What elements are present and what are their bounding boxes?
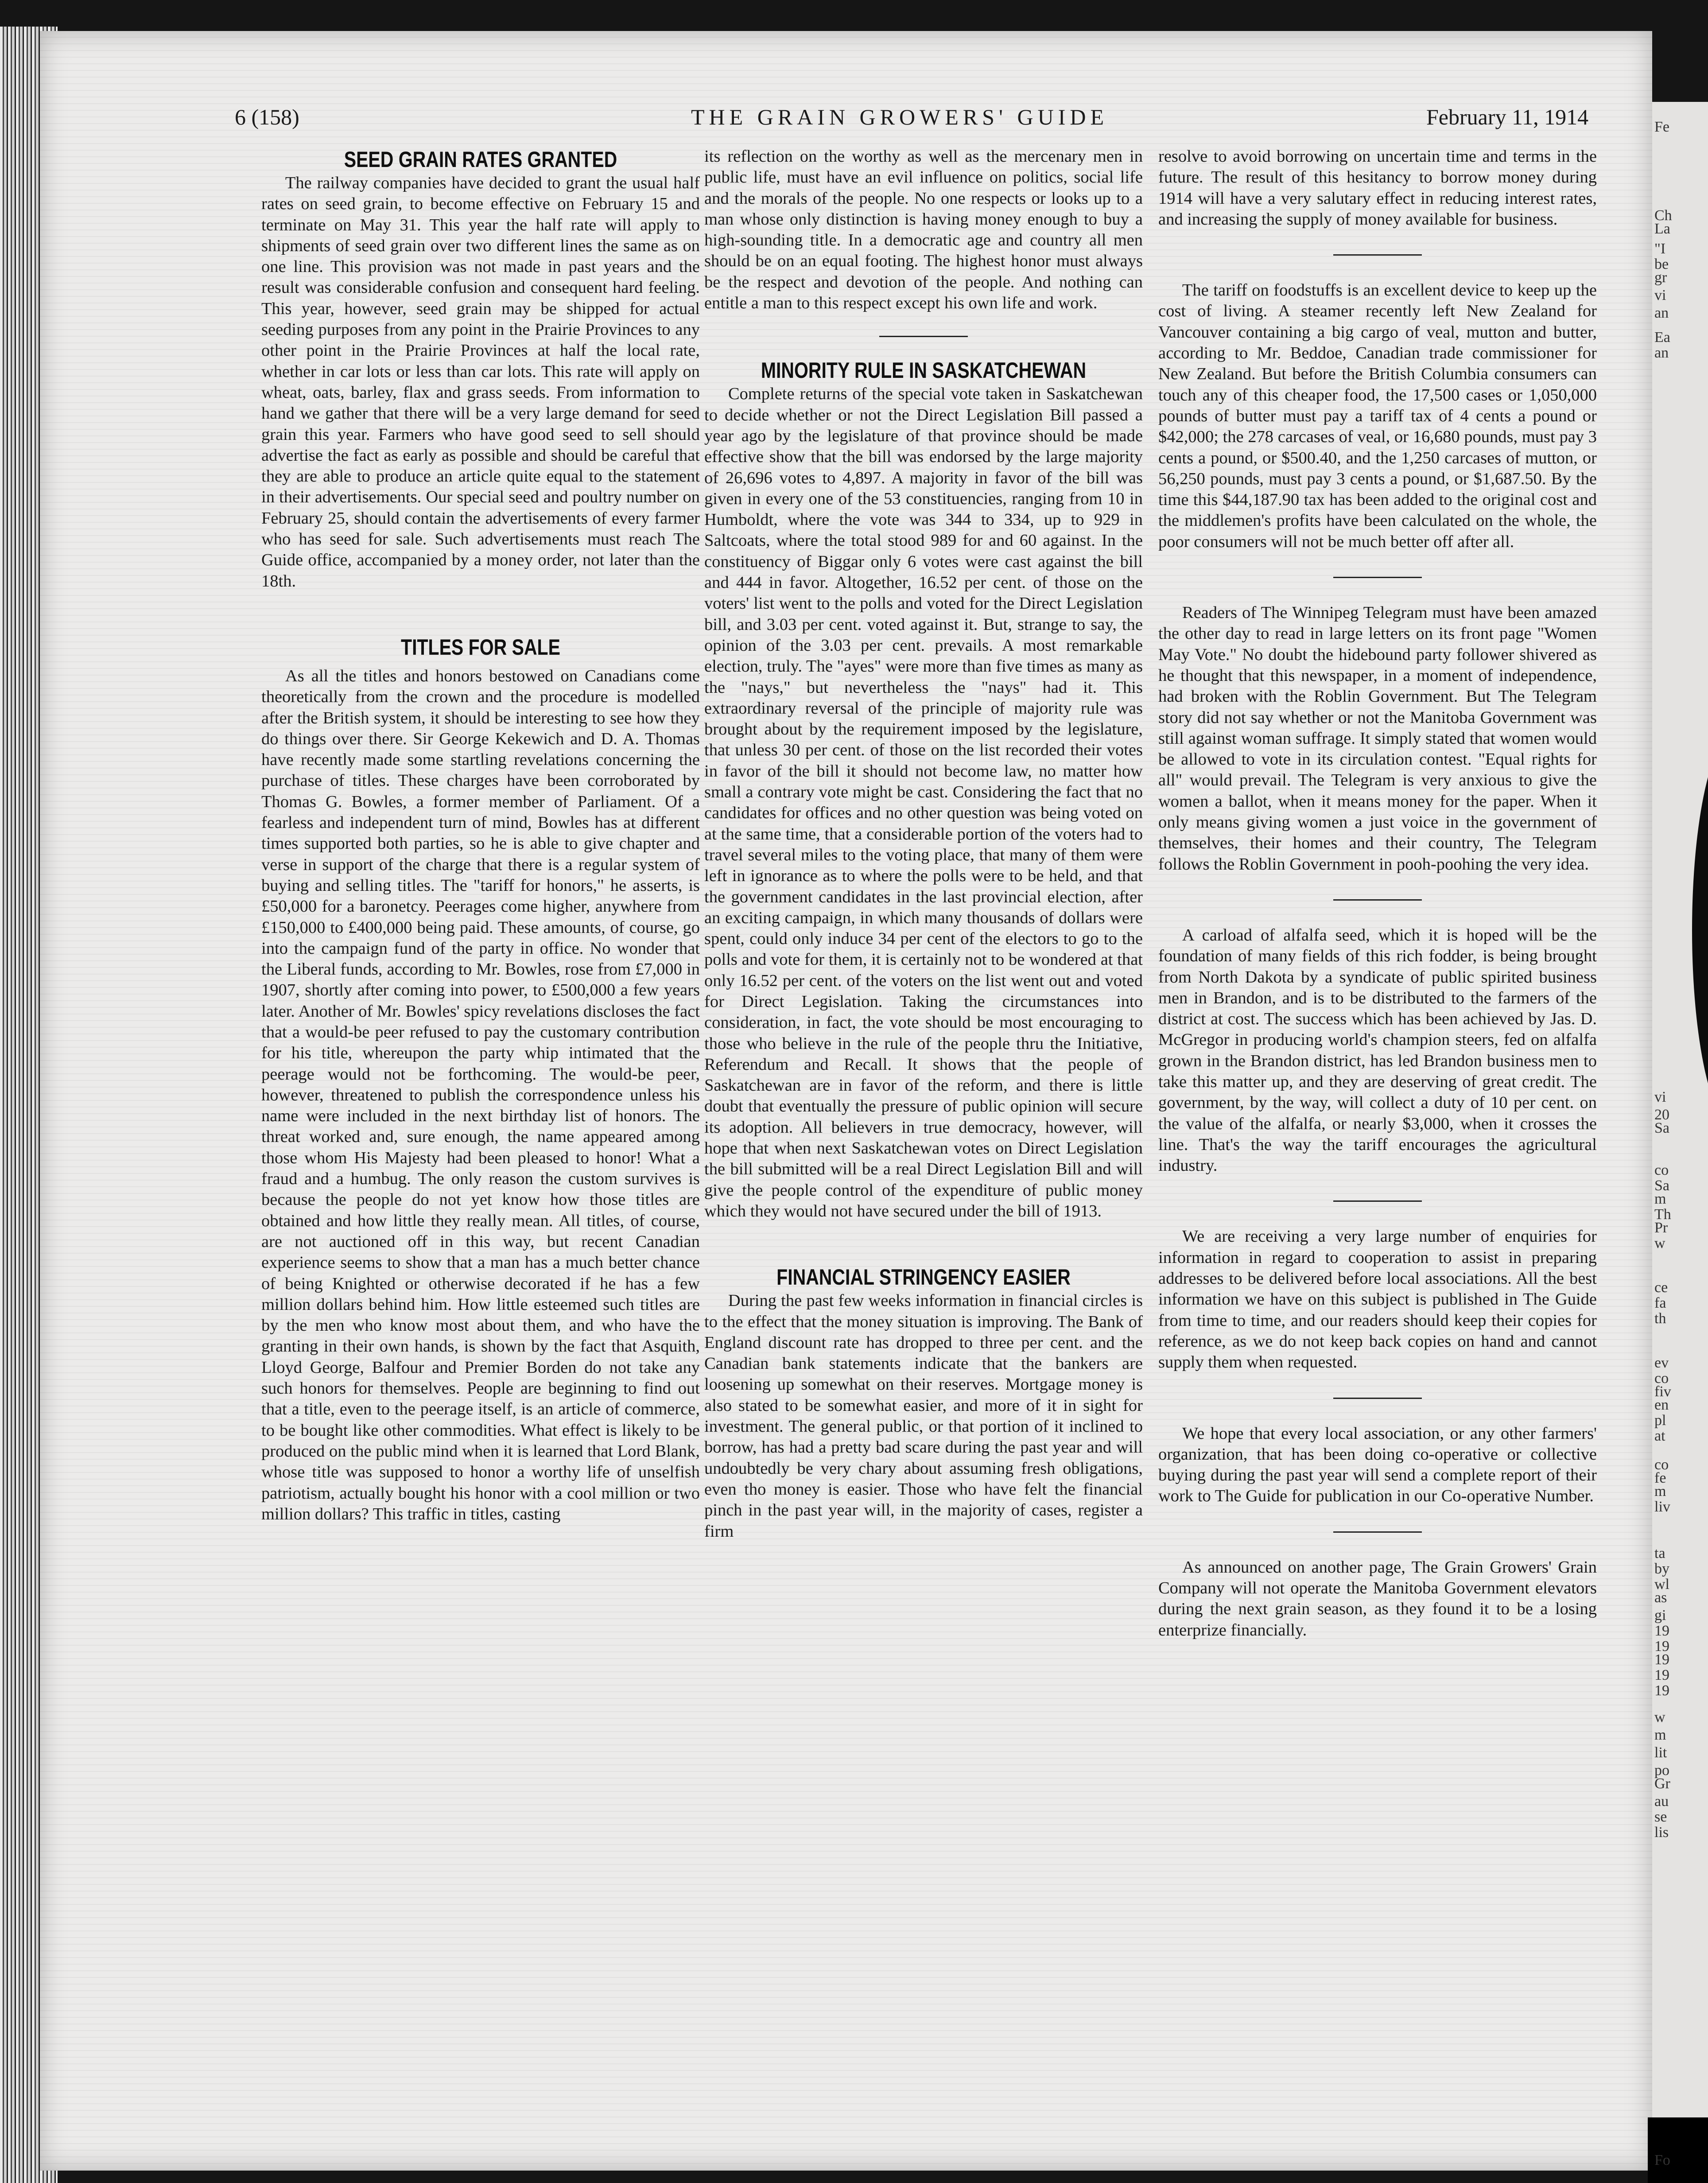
adjacent-page-fragment: Th xyxy=(1654,1206,1671,1223)
article-government-elevators: As announced on another page, The Grain Growers' Grain Company will not operate the Manitoba Government elevators during the next grain season, as they found it to be a losing enterprize financially. xyxy=(1158,1558,1597,1639)
adjacent-page-fragment: lit xyxy=(1654,1744,1667,1761)
adjacent-page-fragment: gr xyxy=(1654,269,1667,286)
adjacent-page-fragment: Sa xyxy=(1654,1120,1669,1136)
adjacent-page-fragment: se xyxy=(1654,1809,1667,1825)
adjacent-page-fragment: 19 xyxy=(1654,1682,1669,1699)
adjacent-page-fragment: Ch xyxy=(1654,207,1672,224)
adjacent-page-fragment: vi xyxy=(1654,1089,1666,1105)
adjacent-page-fragment: 20 xyxy=(1654,1107,1669,1123)
adjacent-page-fragment: pl xyxy=(1654,1412,1666,1429)
adjacent-page-fragment: co xyxy=(1654,1162,1669,1178)
article-winnipeg-telegram: Readers of The Winnipeg Telegram must have been amazed the other day to read in large letters on its front page "Women May Vote." No doubt the hidebound party follower shivered as he thought that this newspaper, in a moment of independence, had broken with the Roblin Government. But The Telegram story did not say whether or not the Manitoba Government was still against woman suffrage. It simply stated that women would be allowed to vote in its circulation contest. "Equal rights for all" would prevail. The Telegram is very anxious to give the women a ballot, when it means money for the paper. When it only means giving women a just voice in the government of themselves, their homes and their country, The Telegram follows the Roblin Government in pooh-poohing the very idea. xyxy=(1158,603,1597,874)
adjacent-page-fragment: fa xyxy=(1654,1295,1666,1311)
article-seed-grain: The railway companies have decided to grant the usual half rates on seed grain, to become effective on February 15 and terminate on May 31. This year the half rate will apply to shipments of seed grain over two different lines the same as on one line. This provision was not made in past years and the result was considerable confusion and consequent hard feeling. This year, however, seed grain may be shipped for actual seeding purposes from any point in the Prairie Provinces to any other point in the Prairie Provinces at half the local rate, whether in car lots or less than car lots. This rate will apply on wheat, oats, barley, flax and grass seeds. From information to hand we gather that there will be a very large demand for seed grain this year. Farmers who have good seed to sell should advertise the fact as early as possible and should be careful that they are able to produce an article quite equal to the statement in their advertisements. Our special seed and poultry number on February 25, should contain the advertisements of every farmer who has seed for sale. Such advertisements must reach The Guide office, accompanied by a money order, not later than the 18th. xyxy=(261,174,700,590)
adjacent-page-fragment: w xyxy=(1654,1709,1665,1725)
adjacent-page-fragment: th xyxy=(1654,1310,1666,1327)
scan-corner xyxy=(1648,2117,1708,2183)
article-alfalfa-seed: A carload of alfalfa seed, which it is hoped will be the foundation of many fields of this rich fodder, is being brought from North Dakota by a syndicate of public spirited business men in Brandon, and is to be distributed to the farmers of the district at cost. The success which has been achieved by Jas. D. McGregor in producing world's champion steers, fed on alfalfa grown in the Brandon district, has led Brandon business men to take this matter up, and they are deserving of great credit. The government, by the way, will collect a duty of 10 per cent. on the value of the alfalfa, or nearly $3,000, when it crosses the line. That's the way the tariff encourages the agricultural industry. xyxy=(1158,925,1597,1175)
adjacent-page-fragment: wl xyxy=(1654,1576,1669,1593)
adjacent-page-fragment: by xyxy=(1654,1561,1669,1577)
adjacent-page-fragment: fe xyxy=(1654,1470,1666,1486)
adjacent-page-fragment: ce xyxy=(1654,1279,1668,1296)
column-2 xyxy=(704,146,1143,1542)
adjacent-page-fragment: Fe xyxy=(1654,119,1669,135)
adjacent-page-strip xyxy=(1652,102,1708,2183)
headline-financial-stringency: FINANCIAL STRINGENCY EASIER xyxy=(776,1265,1071,1290)
adjacent-page-fragment: en xyxy=(1654,1397,1669,1413)
adjacent-page-fragment: Fo xyxy=(1654,2152,1670,2168)
article-cooperation-enquiries: We are receiving a very large number of enquiries for information in regard to cooperation to assist in preparing addresses to be delivered before local associations. All the best information we have on this subject is published in The Guide from time to time, and our readers should keep their copies for reference, as we do not keep back copies on hand and cannot supply them when requested. xyxy=(1158,1227,1597,1372)
page-number: 6 (158) xyxy=(235,105,299,129)
column-1 xyxy=(261,146,700,1525)
adjacent-page-fragment: gi xyxy=(1654,1607,1666,1624)
adjacent-page-fragment: 19 xyxy=(1654,1638,1669,1655)
article-financial-stringency: During the past few weeks information in financial circles is to the effect that the money situation is improving. The Bank of England discount rate has dropped to three per cent. and the Canadian bank statements indicate that the bankers are loosening up somewhat on their reserves. Mortgage money is also stated to be somewhat easier, and more of it in sight for investment. The general public, or that portion of it inclined to borrow, has had a pretty bad scare during the past year and will undoubtedly be very chary about assuming fresh obligations, even tho money is easier. Those who have felt the financial pinch in the past year will, in the majority of cases, register a firm xyxy=(704,1291,1143,1541)
article-cooperative-number: We hope that every local association, or any other farmers' organization, that has been doing co-operative or collective buying during the past year will send a complete report of their work to The Guide for publication in our Co-operative Number. xyxy=(1158,1424,1597,1506)
adjacent-page-fragment: ev xyxy=(1654,1355,1669,1371)
newspaper-masthead: THE GRAIN GROWERS' GUIDE xyxy=(691,105,1109,129)
adjacent-page-fragment: 19 xyxy=(1654,1667,1669,1683)
adjacent-page-fragment: an xyxy=(1654,305,1669,321)
adjacent-page-fragment: 19 xyxy=(1654,1623,1669,1639)
adjacent-page-fragment: liv xyxy=(1654,1499,1670,1515)
adjacent-page-fragment: at xyxy=(1654,1428,1665,1444)
adjacent-page-fragment: Sa xyxy=(1654,1177,1669,1194)
headline-minority-rule: MINORITY RULE IN SASKATCHEWAN xyxy=(761,358,1087,383)
adjacent-page-fragment: m xyxy=(1654,1483,1666,1499)
adjacent-page-fragment: m xyxy=(1654,1191,1666,1207)
adjacent-page-fragment: ta xyxy=(1654,1545,1665,1562)
article-tariff-foodstuffs: The tariff on foodstuffs is an excellent device to keep up the cost of living. A steamer recently left New Zealand for Vancouver containing a big cargo of veal, mutton and butter, according to Mr. Beddoe, Canadian trade commissioner for New Zealand. But before the British Columbia consumers can touch any of this cheaper food, the 17,500 cases or 1,050,000 pounds of butter must pay a tariff tax of 4 cents a pound or $42,000; the 278 carcases of veal, or 16,680 pounds, must pay 3 cents a pound, or $500.40, and the 1,250 carcases of mutton, or 56,250 pounds, must pay 3 cents a pound, or $1,687.50. By the time this $44,187.90 tax has been added to the original cost and the middlemen's profits have been calculated on the whole, the poor consumers will not be much better off after all. xyxy=(1158,281,1597,551)
headline-seed-grain: SEED GRAIN RATES GRANTED xyxy=(344,147,617,172)
article-titles-for-sale-continued: its reflection on the worthy as well as the mercenary men in public life, must have an evil influence on politics, social life and the morals of the people. No one respects or looks up to a man whose only distinction is having money enough to buy a high-sounding title. In a democratic age and country all men should be on an equal footing. The highest honor must always be the respect and devotion of the people. And nothing can entitle a man to this respect except his own life and work. xyxy=(704,147,1143,313)
adjacent-page-fragment: co xyxy=(1654,1457,1669,1473)
adjacent-page-fragment: po xyxy=(1654,1762,1669,1779)
article-financial-stringency-continued: resolve to avoid borrowing on uncertain time and terms in the future. The result of this hesitancy to borrow money during 1914 will have a very salutary effect in reducing interest rates, and increasing the supply of money available for business. xyxy=(1158,147,1597,229)
adjacent-page-fragment: "I xyxy=(1654,241,1666,257)
adjacent-page-fragment: be xyxy=(1654,256,1669,272)
adjacent-page-fragment: an xyxy=(1654,345,1669,361)
adjacent-page-fragment: vi xyxy=(1654,287,1666,303)
adjacent-page-fragment: Pr xyxy=(1654,1220,1668,1236)
adjacent-page-fragment: Gr xyxy=(1654,1775,1670,1792)
adjacent-page-fragment: w xyxy=(1654,1235,1665,1251)
headline-titles-for-sale: TITLES FOR SALE xyxy=(401,634,560,660)
article-titles-for-sale: As all the titles and honors bestowed on Canadians come theoretically from the crown and the procedure is modelled after the British system, it should be interesting to see how they do things over there. Sir George Kekewich and D. A. Thomas have recently made some startling revelations concerning the purchase of titles. These charges have been corroborated by Thomas G. Bowles, a former member of Parliament. Of a fearless and independent turn of mind, Bowles has at different times supported both parties, so he is able to give chapter and verse in support of the charge that there is a regular system of buying and selling titles. The "tariff for honors," he asserts, is £50,000 for a baronetcy. Peerages come higher, anywhere from £150,000 to £400,000 being paid. These amounts, of course, go into the campaign fund of the party in office. No wonder that the Liberal funds, according to Mr. Bowles, rose from £7,000 in 1907, shortly after coming into power, to £500,000 a few years later. Another of Mr. Bowles' spicy revelations discloses the fact that a would-be peer refused to pay the customary contribution for his title, whereupon the party whip intimated that the peerage would not be forthcoming. The would-be peer, however, threatened to publish the correspondence unless his name were included in the next birthday list of honors. The threat worked and, sure enough, the name appeared among those whom His Majesty had been pleased to honor! What a fraud and a humbug. The only reason the custom survives is because the people do not yet know how those titles are obtained and how little they really mean. All titles, of course, are not auctioned off in this way, but recent Canadian experience seems to show that a man has a much better chance of being Knighted or otherwise decorated if he has a few million dollars behind him. How little esteemed such titles are by the men who know most about them, and who have the granting in their own hands, is shown by the fact that Asquith, Lloyd George, Balfour and Premier Borden do not take any such honors for themselves. People are beginning to find out that a title, even to the peerage itself, is an article of commerce, to be bought like other commodities. What effect is likely to be produced on the public mind when it is learned that Lord Blank, whose title was supposed to honor a worthy life of unselfish patriotism, actually bought his honor with a cool million or two million dollars? This traffic in titles, casting xyxy=(261,666,700,1523)
adjacent-page-fragment: co xyxy=(1654,1370,1669,1387)
adjacent-page-fragment: m xyxy=(1654,1727,1666,1743)
adjacent-page-fragment: 19 xyxy=(1654,1651,1669,1668)
adjacent-page-fragment: lis xyxy=(1654,1824,1669,1841)
adjacent-page-fragment: Ea xyxy=(1654,329,1670,346)
issue-date: February 11, 1914 xyxy=(1426,105,1589,129)
column-3 xyxy=(1158,146,1597,1641)
adjacent-page-fragment: au xyxy=(1654,1793,1669,1810)
article-minority-rule: Complete returns of the special vote taken in Saskatchewan to decide whether or not the Direct Legislation Bill passed a year ago by the legislature of that province should be made effective show that the bill was endorsed by the large majority of 26,696 votes to 4,897. A majority in favor of the bill was given in every one of the 53 constituencies, ranging from 10 in Humboldt, where the vote was 344 to 334, up to 929 in Saltcoats, where the total stood 989 for and 60 against. In the constituency of Biggar only 6 votes were cast against the bill and 444 in favor. Altogether, 16.52 per cent. of those on the voters' list went to the polls and voted for the Direct Legislation bill, and 3.03 per cent. voted against it. But, strange to say, the opinion of the 3.03 per cent. prevails. A most remarkable election, truly. The "ayes" were more than five times as many as the "nays," but nevertheless the "nays" had it. This extraordinary reversal of the principle of majority rule was brought about by the requirement imposed by the legislature, that unless 30 per cent. of those on the list recorded their votes in favor of the bill it should not become law, no matter how small a contrary vote might be cast. Considering the fact that no candidates for offices and no other question was being voted on at the same time, that a considerable portion of the voters had to travel several miles to the voting place, that many of them were left in ignorance as to where the polls were to be held, and that the government candidates in the last provincial election, after an exciting campaign, in which many thousands of dollars were spent, could only induce 34 per cent of the electors to go to the polls and vote for them, it is certainly not to be wondered at that only 16.52 per cent. of the voters on the list went out and voted for Direct Legislation. Taking the circumstances into consideration, in fact, the vote should be most encouraging to those who believe in the rule of the people thru the Initiative, Referendum and Recall. It shows that the people of Saskatchewan are in favor of the reform, and there is little doubt that eventually the pressure of public opinion will secure its adoption. All believers in true democracy, however, will hope that when next Saskatchewan votes on Direct Legislation the bill submitted will be a real Direct Legislation Bill and will give the people control of the expenditure of public money which they would not have secured under the bill of 1913. xyxy=(704,385,1143,1220)
adjacent-page-fragment: fiv xyxy=(1654,1383,1671,1400)
adjacent-page-fragment: as xyxy=(1654,1589,1667,1606)
adjacent-page-fragment: La xyxy=(1654,221,1670,237)
